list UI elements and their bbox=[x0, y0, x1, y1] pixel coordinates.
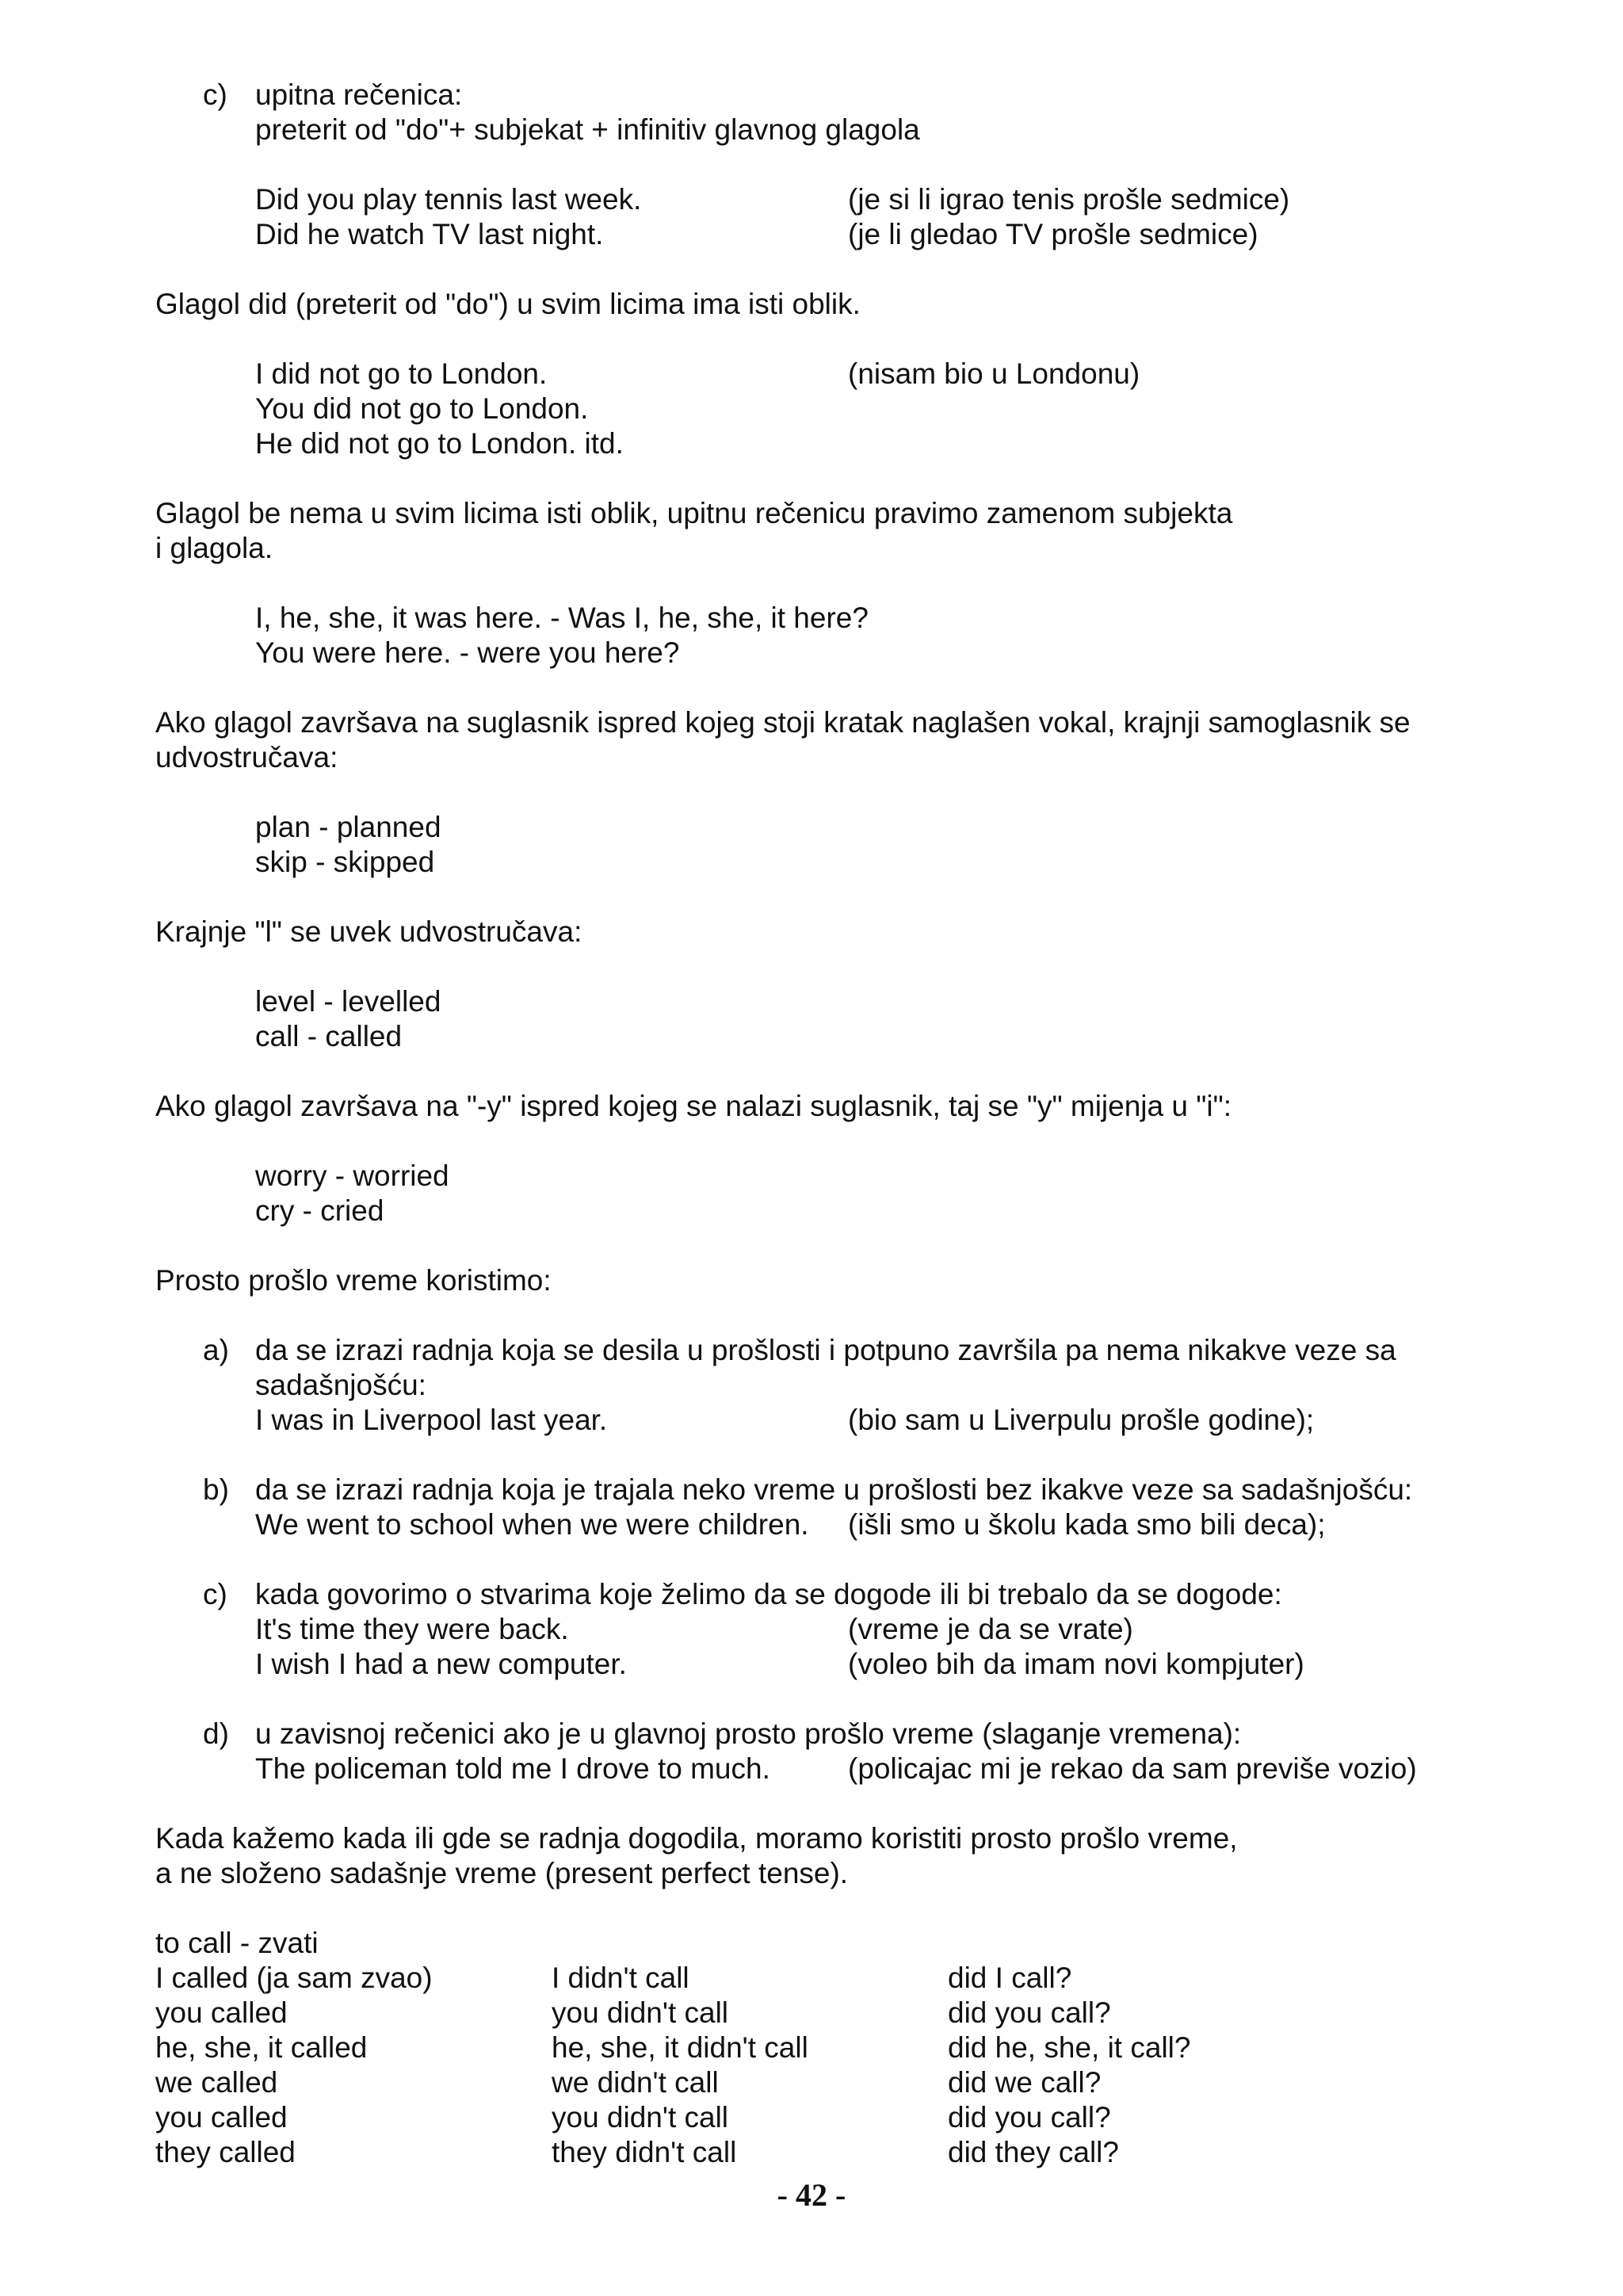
conjugation-question: did they call? bbox=[948, 2136, 1119, 2168]
example-translation: (bio sam u Liverpulu prošle godine); bbox=[848, 1404, 1315, 1436]
example-word: skip - skipped bbox=[255, 846, 435, 878]
example-translation: (vreme je da se vrate) bbox=[848, 1613, 1133, 1645]
paragraph-text: i glagola. bbox=[155, 532, 273, 564]
example-sentence: I was in Liverpool last year. bbox=[255, 1404, 608, 1436]
list-marker: d) bbox=[203, 1717, 229, 1750]
conjugation-negative: I didn't call bbox=[552, 1962, 689, 1994]
conjugation-negative: they didn't call bbox=[552, 2136, 737, 2168]
example-word: level - levelled bbox=[255, 985, 441, 1018]
conjugation-affirmative: you called bbox=[155, 2101, 288, 2134]
formula-text: preterit od "do"+ subjekat + infinitiv glavnog glagola bbox=[255, 113, 920, 146]
conjugation-question: did he, she, it call? bbox=[948, 2031, 1191, 2064]
paragraph-text: udvostručava: bbox=[155, 741, 338, 774]
list-marker: c) bbox=[203, 78, 227, 111]
conjugation-negative: you didn't call bbox=[552, 1996, 729, 2029]
example-word: plan - planned bbox=[255, 811, 441, 843]
example-word: call - called bbox=[255, 1020, 403, 1052]
conjugation-affirmative: we called bbox=[155, 2066, 278, 2099]
example-sentence: He did not go to London. itd. bbox=[255, 427, 624, 460]
paragraph-text: Ako glagol završava na suglasnik ispred kojeg stoji kratak naglašen vokal, krajnji samoglasnik se bbox=[155, 706, 1411, 739]
example-sentence: It's time they were back. bbox=[255, 1613, 569, 1645]
usage-text: sadašnjošću: bbox=[255, 1369, 426, 1401]
example-translation: (išli smo u školu kada smo bili deca); bbox=[848, 1508, 1326, 1541]
paragraph-text: Prosto prošlo vreme koristimo: bbox=[155, 1264, 552, 1297]
usage-text: da se izrazi radnja koja se desila u prošlosti i potpuno završila pa nema nikakve veze sa bbox=[255, 1334, 1396, 1366]
example-translation: (je li gledao TV prošle sedmice) bbox=[848, 218, 1258, 250]
example-sentence: We went to school when we were children. bbox=[255, 1508, 809, 1541]
conjugation-title: to call - zvati bbox=[155, 1927, 319, 1959]
example-sentence: You did not go to London. bbox=[255, 392, 589, 425]
list-marker: b) bbox=[203, 1473, 229, 1506]
conjugation-affirmative: they called bbox=[155, 2136, 296, 2168]
conjugation-question: did we call? bbox=[948, 2066, 1102, 2099]
paragraph-text: Ako glagol završava na "-y" ispred kojeg se nalazi suglasnik, taj se "y" mijenja u "i": bbox=[155, 1090, 1232, 1122]
example-word: cry - cried bbox=[255, 1194, 384, 1227]
conjugation-affirmative: you called bbox=[155, 1996, 288, 2029]
conjugation-question: did you call? bbox=[948, 2101, 1111, 2134]
usage-text: da se izrazi radnja koja je trajala neko vreme u prošlosti bez ikakve veze sa sadašnjošću: bbox=[255, 1473, 1413, 1506]
example-translation: (policajac mi je rekao da sam previše vozio) bbox=[848, 1752, 1417, 1785]
conjugation-affirmative: he, she, it called bbox=[155, 2031, 368, 2064]
section-heading: upitna rečenica: bbox=[255, 78, 463, 111]
example-sentence: You were here. - were you here? bbox=[255, 636, 680, 669]
conjugation-negative: we didn't call bbox=[552, 2066, 719, 2099]
example-sentence: I, he, she, it was here. - Was I, he, she, it here? bbox=[255, 602, 869, 634]
example-sentence: Did he watch TV last night. bbox=[255, 218, 604, 250]
page-number: - 42 - bbox=[777, 2177, 846, 2213]
example-translation: (je si li igrao tenis prošle sedmice) bbox=[848, 183, 1290, 216]
example-translation: (nisam bio u Londonu) bbox=[848, 357, 1140, 390]
conjugation-negative: you didn't call bbox=[552, 2101, 729, 2134]
example-word: worry - worried bbox=[255, 1159, 449, 1192]
list-marker: a) bbox=[203, 1334, 229, 1366]
example-translation: (voleo bih da imam novi kompjuter) bbox=[848, 1648, 1304, 1680]
example-sentence: Did you play tennis last week. bbox=[255, 183, 642, 216]
conjugation-negative: he, she, it didn't call bbox=[552, 2031, 808, 2064]
paragraph-text: Glagol did (preterit od "do") u svim licima ima isti oblik. bbox=[155, 288, 861, 320]
example-sentence: I wish I had a new computer. bbox=[255, 1648, 627, 1680]
usage-text: u zavisnoj rečenici ako je u glavnoj prosto prošlo vreme (slaganje vremena): bbox=[255, 1717, 1242, 1750]
paragraph-text: Glagol be nema u svim licima isti oblik, upitnu rečenicu pravimo zamenom subjekta bbox=[155, 497, 1233, 529]
paragraph-text: Kada kažemo kada ili gde se radnja dogodila, moramo koristiti prosto prošlo vreme, bbox=[155, 1822, 1238, 1855]
example-sentence: I did not go to London. bbox=[255, 357, 548, 390]
list-marker: c) bbox=[203, 1578, 227, 1610]
example-sentence: The policeman told me I drove to much. bbox=[255, 1752, 770, 1785]
paragraph-text: Krajnje "l" se uvek udvostručava: bbox=[155, 915, 582, 948]
paragraph-text: a ne složeno sadašnje vreme (present perfect tense). bbox=[155, 1857, 849, 1889]
conjugation-question: did I call? bbox=[948, 1962, 1072, 1994]
usage-text: kada govorimo o stvarima koje želimo da se dogode ili bi trebalo da se dogode: bbox=[255, 1578, 1282, 1610]
conjugation-affirmative: I called (ja sam zvao) bbox=[155, 1962, 433, 1994]
conjugation-question: did you call? bbox=[948, 1996, 1111, 2029]
